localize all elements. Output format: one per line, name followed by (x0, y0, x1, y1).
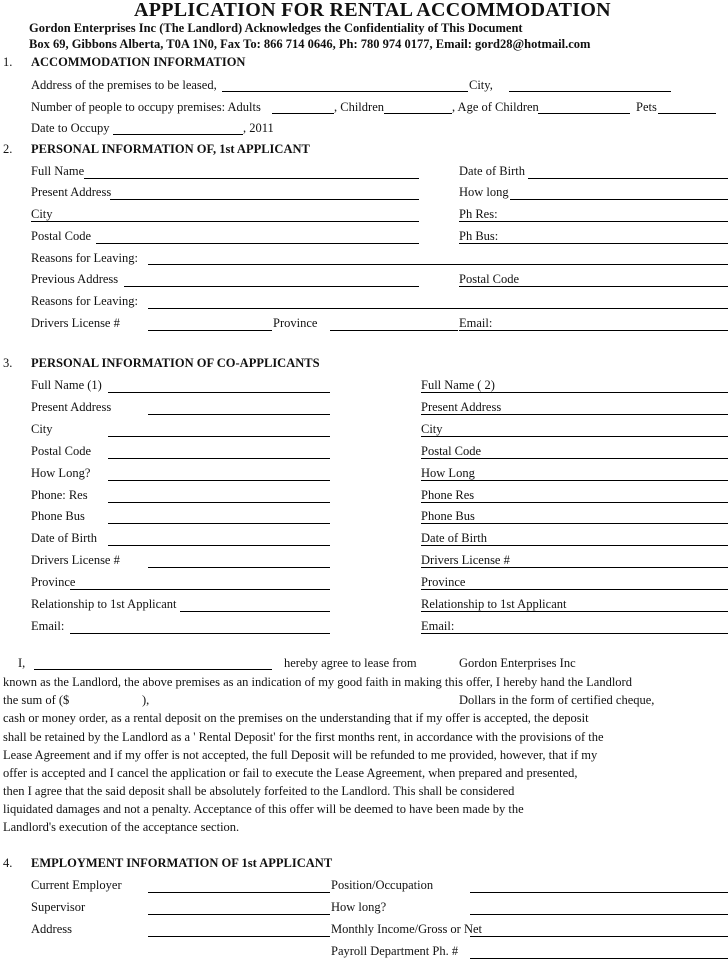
co1-date-of-birth-field[interactable] (108, 545, 330, 546)
date-to-occupy-field[interactable] (113, 134, 243, 135)
co2-province-field[interactable] (421, 589, 728, 590)
co2-full-name-field[interactable] (421, 392, 728, 393)
monthly-income-label: Monthly Income/Gross or Net (331, 922, 483, 936)
ph-res-field[interactable] (459, 221, 728, 222)
previous-postal-field[interactable] (459, 286, 728, 287)
agreement-line-8: then I agree that the said deposit shall be absolutely forfeited to the Landlord. This shall be considered (3, 784, 515, 798)
employer-address-field[interactable] (148, 936, 330, 937)
co1-how-long-field[interactable] (108, 480, 330, 481)
co1-how-long-label: How Long? (31, 466, 91, 480)
agreement-line-10: Landlord's execution of the acceptance section. (3, 820, 240, 834)
section-4-title: EMPLOYMENT INFORMATION OF 1st APPLICANT (31, 856, 333, 870)
premises-address-label: Address of the premises to be leased, (31, 78, 217, 92)
email-field[interactable] (459, 330, 728, 331)
sum-close: ), (142, 693, 150, 707)
co2-postal-code-label: Postal Code (421, 444, 482, 458)
full-name-label: Full Name (31, 164, 85, 178)
drivers-license-label: Drivers License # (31, 316, 120, 330)
employment-how-long-label: How long? (331, 900, 387, 914)
pets-field[interactable] (658, 113, 716, 114)
landlord-acknowledgement: Gordon Enterprises Inc (The Landlord) Acknowledges the Confidentiality of This Document (29, 21, 523, 35)
age-of-children-label: , Age of Children (452, 100, 539, 114)
section-1-number: 1. (3, 55, 13, 69)
co2-postal-code-field[interactable] (421, 458, 728, 459)
co2-city-label: City (421, 422, 443, 436)
co2-phone-bus-field[interactable] (421, 523, 728, 524)
co2-city-field[interactable] (421, 436, 728, 437)
current-employer-field[interactable] (148, 892, 330, 893)
dob-label: Date of Birth (459, 164, 525, 178)
co2-province-label: Province (421, 575, 466, 589)
section-3-title: PERSONAL INFORMATION OF CO-APPLICANTS (31, 356, 320, 370)
premises-address-field[interactable] (222, 91, 468, 92)
form-title: APPLICATION FOR RENTAL ACCOMMODATION (134, 0, 611, 21)
how-long-label: How long (459, 185, 509, 199)
agreement-i-label: I, (18, 656, 26, 670)
section-3-number: 3. (3, 356, 13, 370)
ph-res-label: Ph Res: (459, 207, 498, 221)
co2-phone-res-field[interactable] (421, 502, 728, 503)
co1-drivers-license-label: Drivers License # (31, 553, 120, 567)
company-name: Gordon Enterprises Inc (459, 656, 576, 670)
co2-how-long-field[interactable] (421, 480, 728, 481)
agree-text: hereby agree to lease from (284, 656, 417, 670)
postal-code-label: Postal Code (31, 229, 92, 243)
co1-present-address-label: Present Address (31, 400, 112, 414)
co1-province-field[interactable] (70, 589, 330, 590)
co2-date-of-birth-field[interactable] (421, 545, 728, 546)
co2-phone-bus-label: Phone Bus (421, 509, 475, 523)
co1-phone-res-label: Phone: Res (31, 488, 88, 502)
ph-bus-field[interactable] (459, 243, 728, 244)
co2-present-address-field[interactable] (421, 414, 728, 415)
dollars-text: Dollars in the form of certified cheque, (459, 693, 655, 707)
section-4-number: 4. (3, 856, 13, 870)
supervisor-field[interactable] (148, 914, 330, 915)
adults-label: Number of people to occupy premises: Adults (31, 100, 261, 114)
children-label: , Children (334, 100, 384, 114)
section-2-title: PERSONAL INFORMATION OF, 1st APPLICANT (31, 142, 310, 156)
co1-drivers-license-field[interactable] (148, 567, 330, 568)
city-field[interactable] (31, 221, 419, 222)
co2-drivers-license-field[interactable] (421, 567, 728, 568)
co1-email-field[interactable] (70, 633, 330, 634)
present-address-label: Present Address (31, 185, 112, 199)
payroll-field[interactable] (470, 958, 728, 959)
province-field[interactable] (330, 330, 458, 331)
applicant-name-field[interactable] (34, 669, 272, 670)
section-1-title: ACCOMMODATION INFORMATION (31, 55, 246, 69)
payroll-label: Payroll Department Ph. # (331, 944, 459, 958)
co1-phone-bus-label: Phone Bus (31, 509, 85, 523)
employer-address-label: Address (31, 922, 72, 936)
present-address-field[interactable] (110, 199, 419, 200)
co1-city-field[interactable] (108, 436, 330, 437)
adults-field[interactable] (272, 113, 334, 114)
co2-present-address-label: Present Address (421, 400, 502, 414)
reasons-leaving-1-field[interactable] (148, 264, 728, 265)
co2-relationship-label: Relationship to 1st Applicant (421, 597, 567, 611)
agreement-line-7: offer is accepted and I cancel the application or fail to execute the Lease Agreement, when prepared and presented, (3, 766, 578, 780)
reasons-leaving-2-label: Reasons for Leaving: (31, 294, 138, 308)
agreement-line-2: known as the Landlord, the above premises as an indication of my good faith in making this offer, I hereby hand the Landlord (3, 675, 632, 689)
reasons-leaving-1-label: Reasons for Leaving: (31, 251, 138, 265)
co1-email-label: Email: (31, 619, 65, 633)
co2-how-long-label: How Long (421, 466, 475, 480)
co1-relationship-field[interactable] (180, 611, 330, 612)
co1-full-name-label: Full Name (1) (31, 378, 102, 392)
employment-how-long-field[interactable] (470, 914, 728, 915)
co2-date-of-birth-label: Date of Birth (421, 531, 487, 545)
landlord-contact: Box 69, Gibbons Alberta, T0A 1N0, Fax To: 866 714 0646, Ph: 780 974 0177, Email: gord28@hotmail.com (29, 37, 591, 51)
year-label: , 2011 (243, 121, 274, 135)
premises-city-label: City, (469, 78, 493, 92)
co1-date-of-birth-label: Date of Birth (31, 531, 97, 545)
co2-phone-res-label: Phone Res (421, 488, 475, 502)
co2-drivers-license-label: Drivers License # (421, 553, 510, 567)
co1-phone-res-field[interactable] (108, 502, 330, 503)
position-field[interactable] (470, 892, 728, 893)
previous-postal-label: Postal Code (459, 272, 520, 286)
ph-bus-label: Ph Bus: (459, 229, 499, 243)
co1-full-name-field[interactable] (108, 392, 330, 393)
co1-phone-bus-field[interactable] (108, 523, 330, 524)
agreement-line-9: liquidated damages and not a penalty. Acceptance of this offer will be deemed to have been made by the (3, 802, 524, 816)
city-label: City (31, 207, 53, 221)
agreement-line-4: cash or money order, as a rental deposit on the premises on the understanding that if my offer is accepted, the deposit (3, 711, 589, 725)
previous-address-label: Previous Address (31, 272, 119, 286)
co2-email-label: Email: (421, 619, 455, 633)
co2-full-name-label: Full Name ( 2) (421, 378, 495, 392)
monthly-income-field[interactable] (470, 936, 728, 937)
premises-city-field[interactable] (509, 91, 671, 92)
drivers-license-field[interactable] (148, 330, 272, 331)
co1-postal-code-label: Postal Code (31, 444, 92, 458)
co1-city-label: City (31, 422, 53, 436)
how-long-field[interactable] (510, 199, 728, 200)
postal-code-field[interactable] (96, 243, 419, 244)
supervisor-label: Supervisor (31, 900, 86, 914)
position-label: Position/Occupation (331, 878, 434, 892)
co2-relationship-field[interactable] (421, 611, 728, 612)
age-of-children-field[interactable] (538, 113, 630, 114)
current-employer-label: Current Employer (31, 878, 122, 892)
co2-email-field[interactable] (421, 633, 728, 634)
reasons-leaving-2-field[interactable] (148, 308, 728, 309)
children-field[interactable] (384, 113, 452, 114)
co1-relationship-label: Relationship to 1st Applicant (31, 597, 177, 611)
previous-address-field[interactable] (124, 286, 419, 287)
dob-field[interactable] (528, 178, 728, 179)
agreement-line-6: Lease Agreement and if my offer is not accepted, the full Deposit will be refunded to me provided, however, that if my (3, 748, 598, 762)
pets-label: Pets (636, 100, 657, 114)
agreement-line-5: shall be retained by the Landlord as a ' Rental Deposit' for the first months rent, in accordance with the provisions of the (3, 730, 604, 744)
full-name-field[interactable] (84, 178, 419, 179)
email-label: Email: (459, 316, 493, 330)
co1-present-address-field[interactable] (148, 414, 330, 415)
province-label: Province (273, 316, 318, 330)
co1-postal-code-field[interactable] (108, 458, 330, 459)
co1-province-label: Province (31, 575, 76, 589)
sum-label: the sum of ($ (3, 693, 70, 707)
date-to-occupy-label: Date to Occupy (31, 121, 110, 135)
section-2-number: 2. (3, 142, 13, 156)
